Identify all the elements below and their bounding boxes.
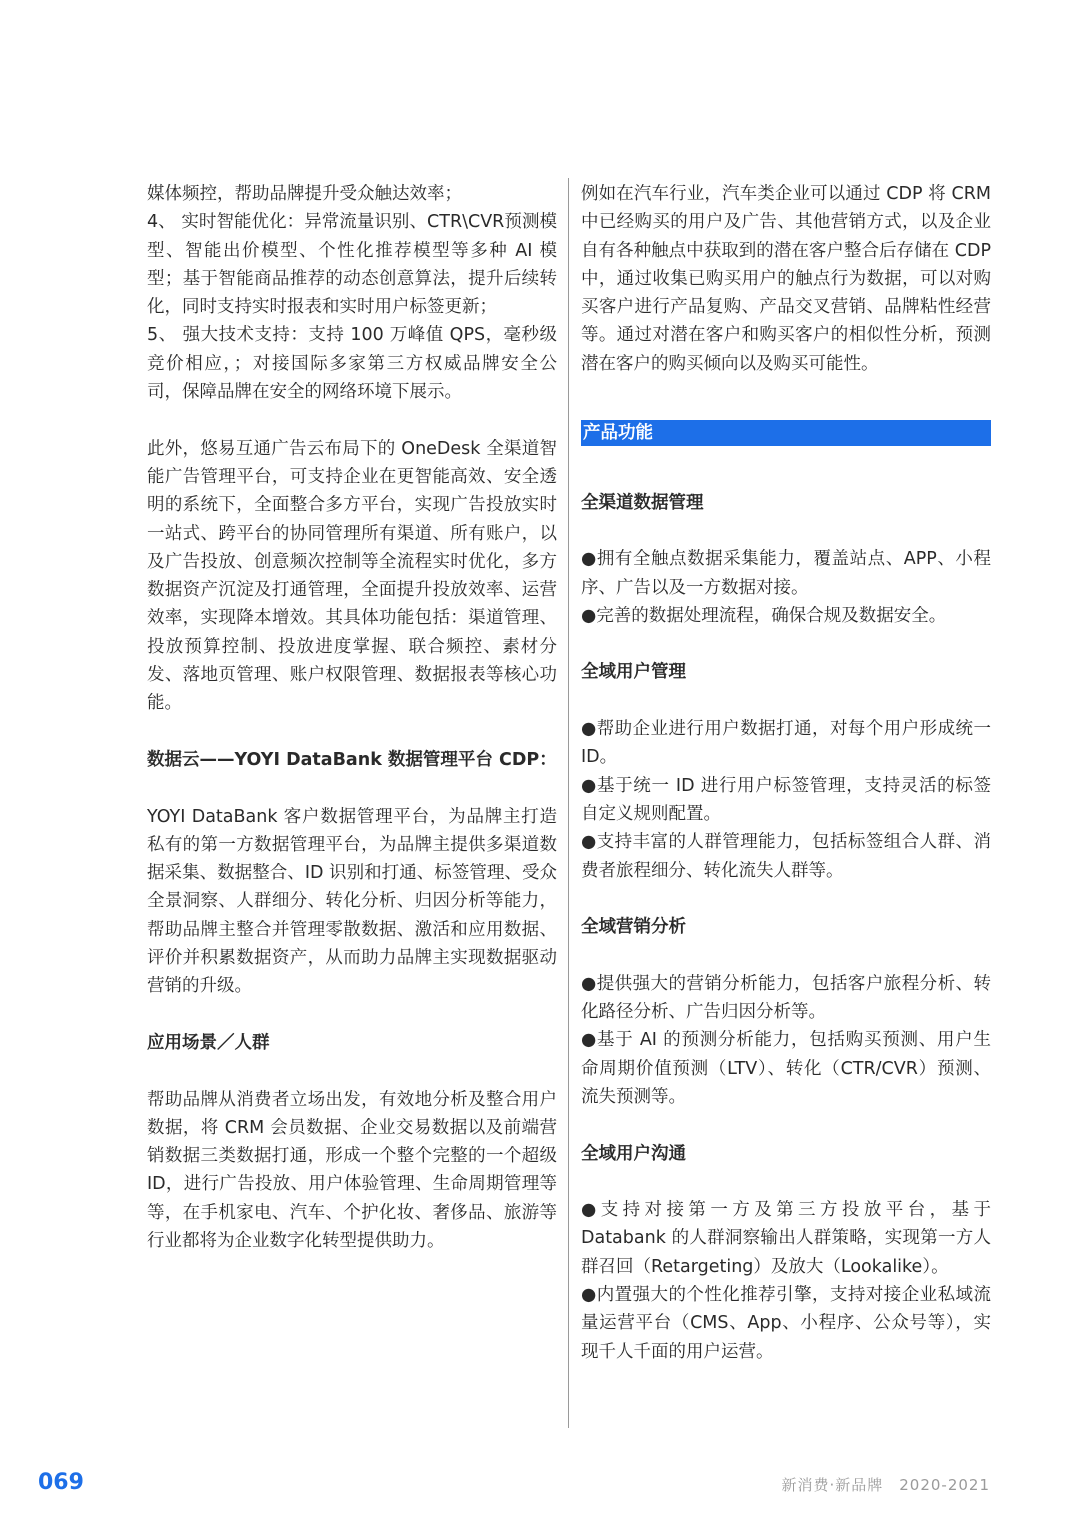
heading-omnichannel-data: 全渠道数据管理 [581,492,704,513]
bullet-recommendation-engine: ●内置强大的个性化推荐引擎，支持对接企业私域流量运营平台（CMS、App、小程序、公众号等），实现千人千面的用户运营。 [581,1284,991,1362]
left-column [147,180,557,1255]
heading-user-communication: 全域用户沟通 [581,1143,686,1164]
bullet-data-processing: ●完善的数据处理流程，确保合规及数据安全。 [581,605,947,626]
heading-scenarios: 应用场景／人群 [147,1032,270,1053]
left-paragraph-databank: YOYI DataBank 客户数据管理平台，为品牌主打造私有的第一方数据管理平台，为品牌主提供多渠道数据采集、数据整合、ID 识别和打通、标签管理、受众全景洞察、人群细分、转化分析、归因分析等能力，帮助品牌主整合并管理零散数据、激活和应用数据、评价并积累数据资产，从而助力品牌主实现数据驱动营销的升级。 [147,806,557,997]
left-paragraph-realtime-optimization: 4、 实时智能优化：异常流量识别、CTR\CVR预测模型、智能出价模型、个性化推荐模型等多种 AI 模型；基于智能商品推荐的动态创意算法，提升后续转化，同时支持实时报表和实时用户标签更新； [147,212,557,318]
bullet-ai-prediction: ●基于 AI 的预测分析能力，包括购买预测、用户生命周期价值预测（LTV）、转化（CTR/CVR）预测、流失预测等。 [581,1030,991,1107]
left-paragraph-onedesk: 此外，悠易互通广告云布局下的 OneDesk 全渠道智能广告管理平台，可支持企业在更智能高效、安全透明的系统下，全面整合多方平台，实现广告投放实时一站式、跨平台的协同管理所有渠道、所有账户，以及广告投放、创意频次控制等全流程实时优化，多方数据资产沉淀及打通管理，全面提升投放效率、运营效率，实现降本增效。其具体功能包括：渠道管理、投放预算控制、投放进度掌握、联合频控、素材分发、落地页管理、账户权限管理、数据报表等核心功能。 [147,438,557,714]
bullet-marketing-analysis: ●提供强大的营销分析能力，包括客户旅程分析、转化路径分析、广告归因分析等。 [581,973,991,1023]
left-paragraph-tech-support: 5、 强大技术支持：支持 100 万峰值 QPS，毫秒级竞价相应，；对接国际多家第三方权威品牌安全公司，保障品牌在安全的网络环境下展示。 [147,325,557,403]
column-divider [568,178,569,1428]
page-number: 069 [38,1470,84,1495]
bullet-unified-id: ●帮助企业进行用户数据打通，对每个用户形成统一 ID。 [581,719,991,768]
bullet-tag-management: ●基于统一 ID 进行用户标签管理，支持灵活的标签自定义规则配置。 [581,775,991,824]
heading-databank: 数据云——YOYI DataBank 数据管理平台 CDP： [147,749,557,770]
bullet-audience-management: ●支持丰富的人群管理能力，包括标签组合人群、消费者旅程细分、转化流失人群等。 [581,832,991,881]
bullet-retargeting: ●支持对接第一方及第三方投放平台，基于 Databank 的人群洞察输出人群策略，实现第一方人群召回（Retargeting）及放大（Lookalike）。 [581,1200,991,1277]
left-paragraph-1: 媒体频控，帮助品牌提升受众触达效率； [147,184,462,204]
right-paragraph-auto-example: 例如在汽车行业，汽车类企业可以通过 CDP 将 CRM 中已经购买的用户及广告、其他营销方式，以及企业自有各种触点中获取到的潜在客户整合后存储在 CDP 中，通过收集已购买用户的触点行为数据，可以对购买客户进行产品复购、产品交叉营销、品牌粘性经营等。通过对潜在客户和购买客户的相似性分析，预测潜在客户的购买倾向以及购买可能性。 [581,184,991,374]
right-column [581,180,991,1366]
section-bar-product-features: 产品功能 [581,420,991,446]
left-paragraph-scenarios: 帮助品牌从消费者立场出发，有效地分析及整合用户数据，将 CRM 会员数据、企业交易数据以及前端营销数据三类数据打通，形成一个整个完整的一个超级 ID，进行广告投放、用户体验管理、生命周期管理等等，在手机家电、汽车、个护化妆、奢侈品、旅游等行业都将为企业数字化转型提供助力。 [147,1089,557,1251]
bullet-data-collection: ●拥有全触点数据采集能力，覆盖站点、APP、小程序、广告以及一方数据对接。 [581,549,991,598]
heading-marketing-analysis: 全域营销分析 [581,917,686,938]
heading-user-management: 全域用户管理 [581,662,686,683]
publication-footer: 新消费·新品牌 2020-2021 [781,1476,990,1494]
